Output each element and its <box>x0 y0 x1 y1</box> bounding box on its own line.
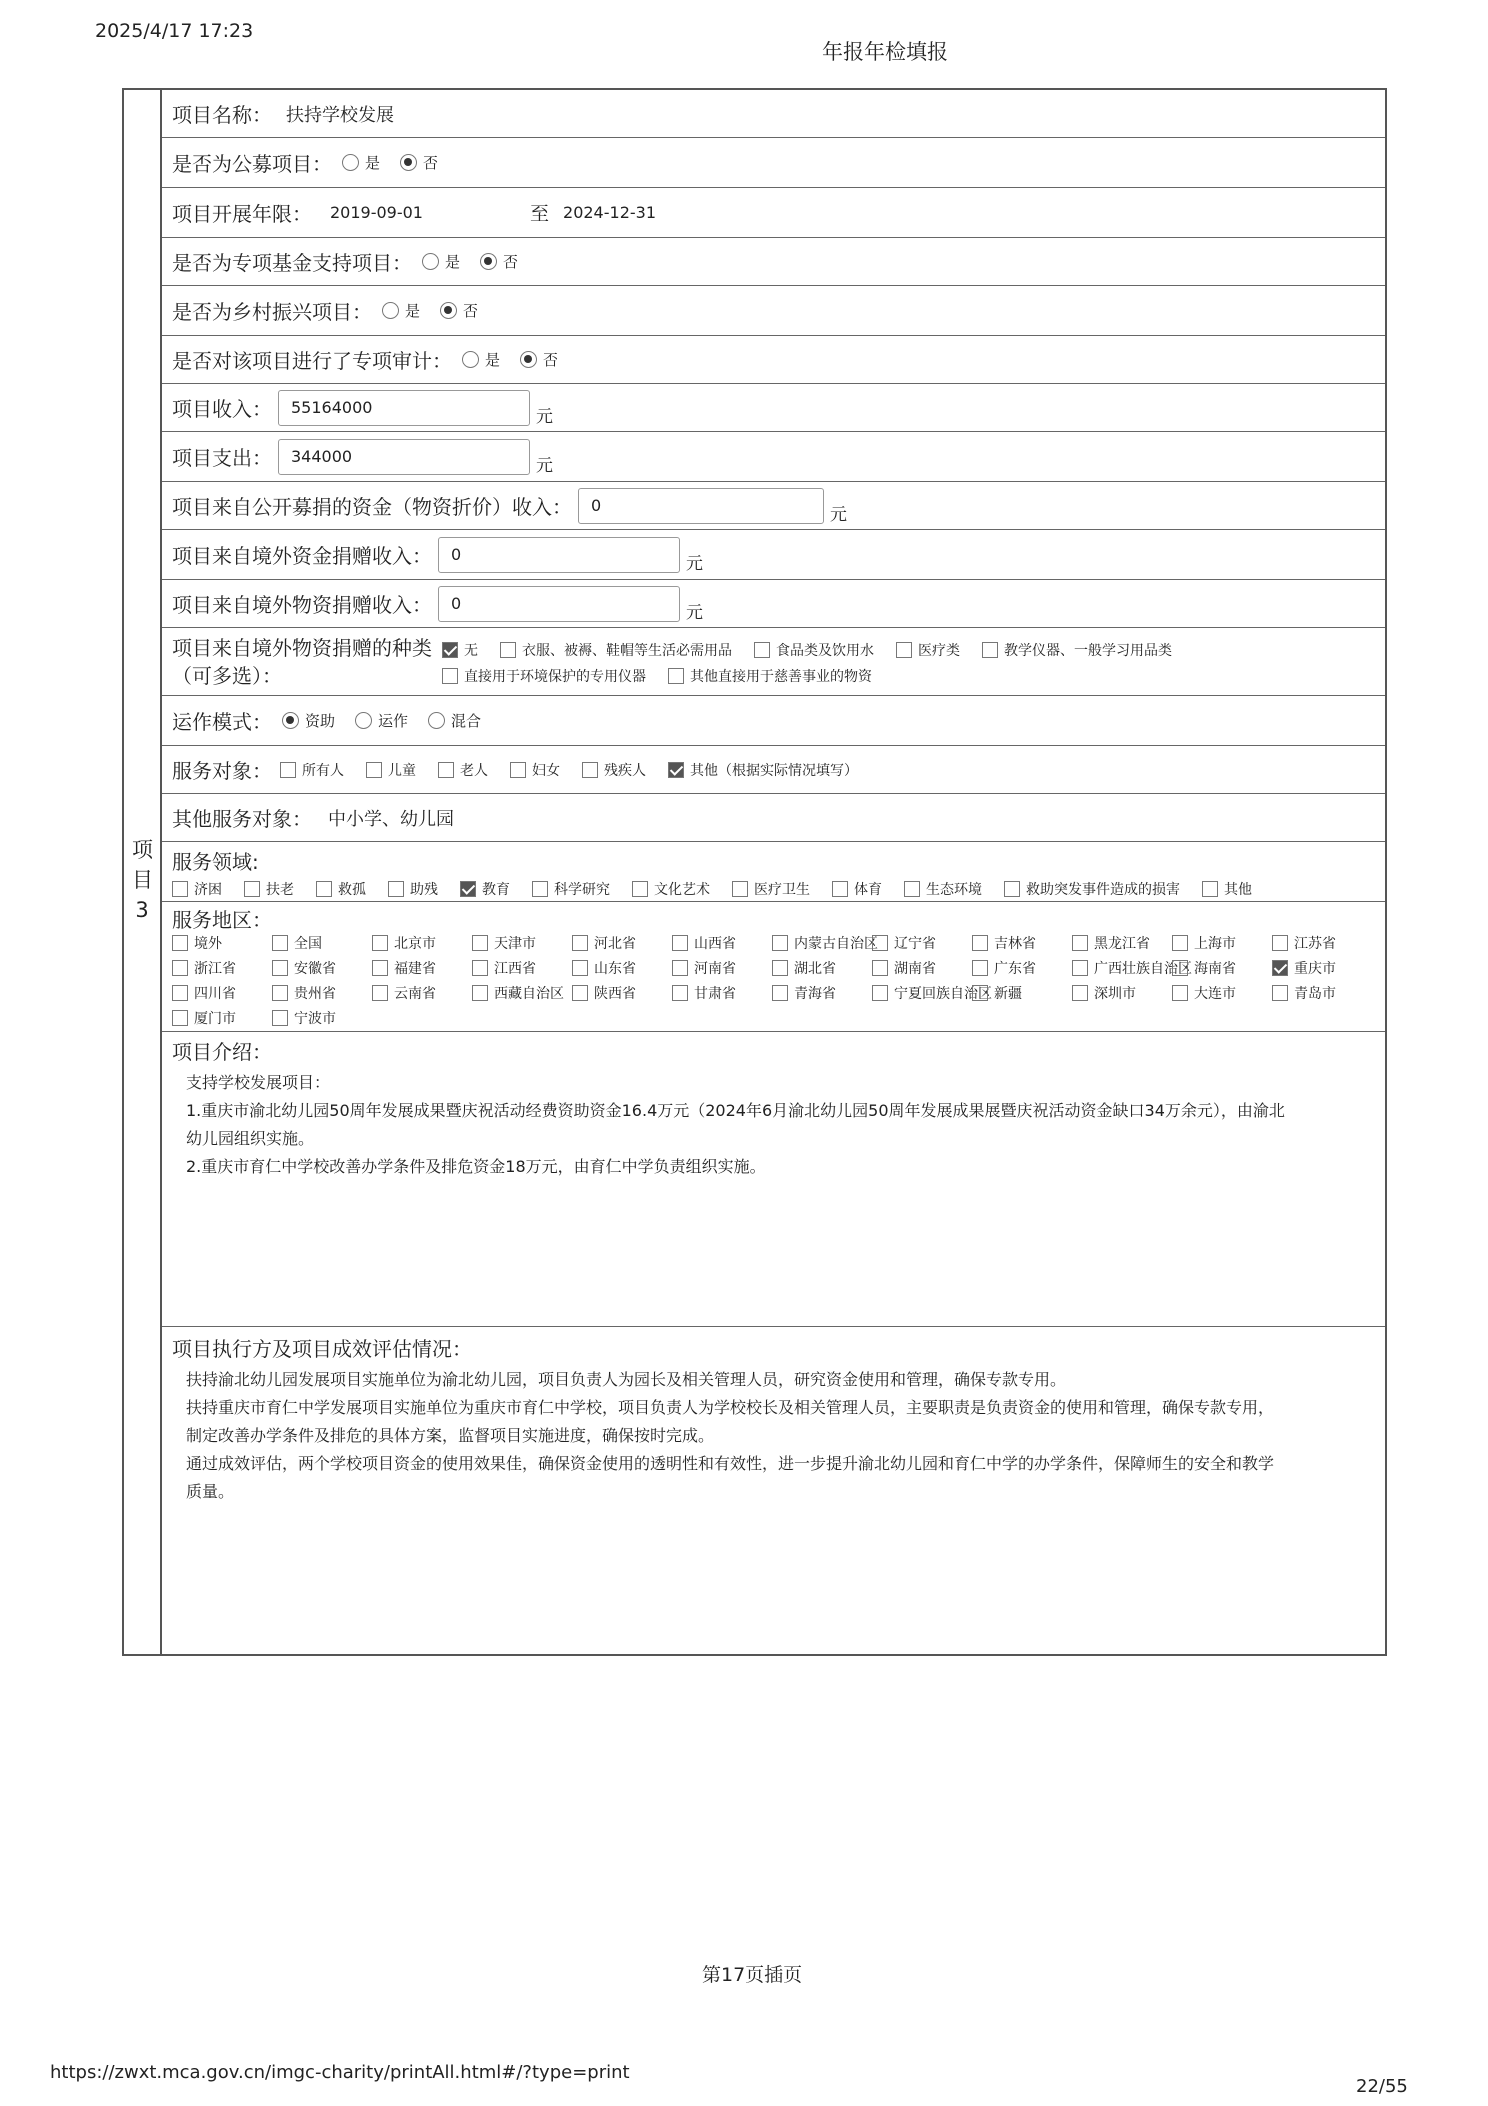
region-item[interactable] <box>272 958 336 978</box>
target-disabled[interactable]: 残疾人 <box>582 760 646 780</box>
special-audit-row: 是否对该项目进行了专项审计： 是 否 <box>162 336 1385 384</box>
region-item[interactable] <box>1272 983 1336 1003</box>
region-checkbox[interactable] <box>572 985 588 1001</box>
region-item[interactable] <box>672 933 736 953</box>
field-orphans[interactable]: 救孤 <box>316 879 366 899</box>
rural-yes-radio[interactable] <box>382 302 399 319</box>
field-elderly[interactable]: 扶老 <box>244 879 294 899</box>
operation-mode-row: 运作模式： 资助 运作 混合 <box>162 696 1385 746</box>
field-other[interactable]: 其他 <box>1202 879 1252 899</box>
region-item[interactable] <box>572 983 636 1003</box>
project-expense-row: 项目支出： 344000 元 <box>162 432 1385 482</box>
region-label: 重庆市 <box>1294 961 1336 977</box>
project-income-input[interactable]: 55164000 <box>278 390 530 426</box>
region-checkbox[interactable] <box>772 960 788 976</box>
region-checkbox[interactable] <box>472 935 488 951</box>
field-emergency[interactable]: 救助突发事件造成的损害 <box>1004 879 1180 899</box>
region-checkbox[interactable] <box>672 935 688 951</box>
project-income-row: 项目收入： 55164000 元 <box>162 384 1385 432</box>
field-culture[interactable]: 文化艺术 <box>632 879 710 899</box>
region-label: 境外 <box>194 936 222 952</box>
target-women[interactable]: 妇女 <box>510 760 560 780</box>
region-label: 云南省 <box>394 986 436 1002</box>
region-item[interactable] <box>472 958 536 978</box>
target-children[interactable]: 儿童 <box>366 760 416 780</box>
region-item[interactable] <box>172 958 236 978</box>
region-checkbox[interactable] <box>1172 960 1188 976</box>
goods-types-row: 项目来自境外物资捐赠的种类 （可多选）： 无 衣服、被褥、鞋帽等生活必需用品 食品类及饮用水 医疗类 教学仪器、一般学习用品类 直接用于环境保护的专用仪器 其他直接用于慈善事业的物资 <box>162 628 1385 696</box>
region-checkbox[interactable] <box>1172 935 1188 951</box>
target-other[interactable]: 其他（根据实际情况填写） <box>668 760 858 780</box>
region-label: 浙江省 <box>194 961 236 977</box>
project-side-column <box>124 90 162 1654</box>
region-label: 黑龙江省 <box>1094 936 1150 952</box>
region-checkbox[interactable] <box>1072 985 1088 1001</box>
other-targets-row: 其他服务对象： 中小学、幼儿园 <box>162 794 1385 842</box>
region-label: 陕西省 <box>594 986 636 1002</box>
region-item[interactable] <box>372 958 436 978</box>
special-fund-no-radio[interactable] <box>480 253 497 270</box>
region-item[interactable] <box>172 1008 236 1028</box>
intro-row: 项目介绍： 支持学校发展项目： 1.重庆市渝北幼儿园50周年发展成果暨庆祝活动经费资助资金16.4万元（2024年6月渝北幼儿园50周年发展成果展暨庆祝活动资金缺口34万余元），由渝北 幼儿园组织实施。 2.重庆市育仁中学校改善办学条件及排危资金18万元，由育仁中学负责组织实施。 <box>162 1032 1385 1327</box>
evaluation-row: 项目执行方及项目成效评估情况： 扶持渝北幼儿园发展项目实施单位为渝北幼儿园，项目负责人为园长及相关管理人员，研究资金使用和管理，确保专款专用。 扶持重庆市育仁中学发展项目实施单位为重庆市育仁中学校，项目负责人为学校校长及相关管理人员，主要职责是负责资金的使用和管理，确保专款专用， 制定改善办学条件及排危的具体方案，监督项目实施进度，确保按时完成。 通过成效评估，两个学校项目资金的使用效果佳，确保资金使用的透明性和有效性，进一步提升渝北幼儿园和育仁中学的办学条件，保障师生的安全和教学 质量。 <box>162 1327 1385 1658</box>
region-checkbox[interactable] <box>272 960 288 976</box>
region-label: 全国 <box>294 936 322 952</box>
goods-type-teaching[interactable]: 教学仪器、一般学习用品类 <box>982 640 1172 660</box>
project-expense-input[interactable]: 344000 <box>278 439 530 475</box>
region-item[interactable] <box>372 983 436 1003</box>
region-label: 厦门市 <box>194 1011 236 1027</box>
overseas-goods-input[interactable]: 0 <box>438 586 680 622</box>
region-checkbox[interactable] <box>972 960 988 976</box>
region-label: 湖北省 <box>794 961 836 977</box>
form-content <box>162 90 1385 1654</box>
region-label: 西藏自治区 <box>494 986 564 1002</box>
region-item[interactable] <box>372 933 436 953</box>
region-item[interactable] <box>572 933 636 953</box>
goods-type-environmental[interactable]: 直接用于环境保护的专用仪器 <box>442 666 646 686</box>
goods-type-medical[interactable]: 医疗类 <box>896 640 960 660</box>
field-ecology[interactable]: 生态环境 <box>904 879 982 899</box>
field-education[interactable]: 教育 <box>460 879 510 899</box>
goods-types-row2 <box>442 666 1194 686</box>
region-label: 北京市 <box>394 936 436 952</box>
region-item[interactable] <box>172 983 236 1003</box>
region-label: 深圳市 <box>1094 986 1136 1002</box>
region-item[interactable] <box>1172 933 1236 953</box>
region-item[interactable] <box>772 958 836 978</box>
region-checkbox[interactable] <box>272 1010 288 1026</box>
rural-no-radio[interactable] <box>440 302 457 319</box>
project-period-row: 项目开展年限： 2019-09-01 至 2024-12-31 <box>162 188 1385 238</box>
service-regions-row: 服务地区： 境外 全国 北京市 天津市 河北省 山西省 内蒙古自治区 辽宁省 吉林省 黑龙江省 上海市 江苏省 浙江省 安徽省 福建省 江西省 山东省 河南省 湖北省 湖南省 广东省 广西壮族自治区 海南省 重庆市 四川省 贵州省 云南省 西藏自治区 陕西省 甘肃省 青海省 宁夏回族自治区 新疆 深圳市 大连市 青岛市 厦门市 宁波市 <box>162 902 1385 1032</box>
region-item[interactable] <box>172 933 222 953</box>
public-donation-income-input[interactable]: 0 <box>578 488 824 524</box>
period-start-value[interactable]: 2019-09-01 <box>330 203 423 222</box>
region-checkbox[interactable] <box>672 985 688 1001</box>
audit-yes-radio[interactable] <box>462 351 479 368</box>
region-checkbox[interactable] <box>872 985 888 1001</box>
audit-no-radio[interactable] <box>520 351 537 368</box>
region-checkbox[interactable] <box>272 985 288 1001</box>
region-item[interactable] <box>972 983 1022 1003</box>
region-checkbox[interactable] <box>572 960 588 976</box>
public-fundraising-no-radio[interactable] <box>400 154 417 171</box>
field-research[interactable]: 科学研究 <box>532 879 610 899</box>
period-end-value[interactable]: 2024-12-31 <box>563 203 656 222</box>
region-checkbox[interactable] <box>1272 960 1288 976</box>
region-label: 内蒙古自治区 <box>794 936 878 952</box>
region-checkbox[interactable] <box>372 935 388 951</box>
intro-text: 支持学校发展项目： 1.重庆市渝北幼儿园50周年发展成果暨庆祝活动经费资助资金16.4万元（2024年6月渝北幼儿园50周年发展成果展暨庆祝活动资金缺口34万余元），由渝北 幼儿园组织实施。 2.重庆市育仁中学校改善办学条件及排危资金18万元，由育仁中学负责组织实施。 <box>186 1073 1285 1176</box>
region-label: 海南省 <box>1194 961 1236 977</box>
region-label: 山东省 <box>594 961 636 977</box>
region-item[interactable] <box>1272 958 1336 978</box>
region-label: 甘肃省 <box>694 986 736 1002</box>
region-item[interactable] <box>472 983 564 1003</box>
region-item[interactable] <box>572 958 636 978</box>
region-item[interactable] <box>672 983 736 1003</box>
goods-types-row1 <box>442 640 1194 660</box>
region-checkbox[interactable] <box>1272 985 1288 1001</box>
region-checkbox[interactable] <box>972 935 988 951</box>
region-item[interactable] <box>272 933 322 953</box>
overseas-goods-row: 项目来自境外物资捐赠收入： 0 元 <box>162 580 1385 628</box>
public-fundraising-row: 是否为公募项目： 是 否 <box>162 138 1385 188</box>
region-label: 新疆 <box>994 986 1022 1002</box>
region-label: 江西省 <box>494 961 536 977</box>
field-poverty[interactable]: 济困 <box>172 879 222 899</box>
region-label: 河南省 <box>694 961 736 977</box>
region-checkbox[interactable] <box>1272 935 1288 951</box>
field-sports[interactable]: 体育 <box>832 879 882 899</box>
mode-grant-radio[interactable] <box>282 712 299 729</box>
regions-grid <box>172 933 1372 1031</box>
region-checkbox[interactable] <box>372 960 388 976</box>
region-label: 上海市 <box>1194 936 1236 952</box>
region-label: 广西壮族自治区 <box>1094 961 1192 977</box>
region-label: 宁夏回族自治区 <box>894 986 992 1002</box>
region-label: 贵州省 <box>294 986 336 1002</box>
special-fund-yes-radio[interactable] <box>422 253 439 270</box>
region-item[interactable] <box>772 933 878 953</box>
public-donation-income-row: 项目来自公开募捐的资金（物资折价）收入： 0 元 <box>162 482 1385 530</box>
region-checkbox[interactable] <box>772 985 788 1001</box>
region-checkbox[interactable] <box>872 935 888 951</box>
region-checkbox[interactable] <box>472 985 488 1001</box>
region-checkbox[interactable] <box>872 960 888 976</box>
region-label: 福建省 <box>394 961 436 977</box>
region-item[interactable] <box>1172 958 1236 978</box>
evaluation-text: 扶持渝北幼儿园发展项目实施单位为渝北幼儿园，项目负责人为园长及相关管理人员，研究资金使用和管理，确保专款专用。 扶持重庆市育仁中学发展项目实施单位为重庆市育仁中学校，项目负责人为学校校长及相关管理人员，主要职责是负责资金的使用和管理，确保专款专用， 制定改善办学条件及排危的具体方案，监督项目实施进度，确保按时完成。 通过成效评估，两个学校项目资金的使用效果佳，确保资金使用的透明性和有效性，进一步提升渝北幼儿园和育仁中学的办学条件，保障师生的安全和教学 质量。 <box>186 1370 1275 1501</box>
region-item[interactable] <box>872 958 936 978</box>
page-note: 第17页插页 <box>702 1964 803 1986</box>
goods-type-food[interactable]: 食品类及饮用水 <box>754 640 874 660</box>
region-label: 山西省 <box>694 936 736 952</box>
overseas-cash-input[interactable]: 0 <box>438 537 680 573</box>
region-checkbox[interactable] <box>1072 935 1088 951</box>
goods-type-daily-necessities[interactable]: 衣服、被褥、鞋帽等生活必需用品 <box>500 640 732 660</box>
region-item[interactable] <box>772 983 836 1003</box>
region-checkbox[interactable] <box>772 935 788 951</box>
region-item[interactable] <box>972 958 1036 978</box>
field-disability[interactable]: 助残 <box>388 879 438 899</box>
service-fields-row: 服务领域: 济困 扶老 救孤 助残 教育 科学研究 文化艺术 医疗卫生 体育 生态环境 救助突发事件造成的损害 其他 <box>162 842 1385 902</box>
region-item[interactable] <box>672 958 736 978</box>
region-checkbox[interactable] <box>572 935 588 951</box>
region-item[interactable] <box>1272 933 1336 953</box>
region-label: 天津市 <box>494 936 536 952</box>
field-health[interactable]: 医疗卫生 <box>732 879 810 899</box>
region-label: 广东省 <box>994 961 1036 977</box>
goods-type-other-charity[interactable]: 其他直接用于慈善事业的物资 <box>668 666 872 686</box>
region-item[interactable] <box>472 933 536 953</box>
region-label: 青海省 <box>794 986 836 1002</box>
rural-revitalization-row: 是否为乡村振兴项目： 是 否 <box>162 286 1385 336</box>
region-label: 江苏省 <box>1294 936 1336 952</box>
region-item[interactable] <box>272 983 336 1003</box>
region-checkbox[interactable] <box>172 935 188 951</box>
project-name-value: 扶持学校发展 <box>286 104 394 126</box>
region-checkbox[interactable] <box>472 960 488 976</box>
region-label: 辽宁省 <box>894 936 936 952</box>
print-timestamp: 2025/4/17 17:23 <box>95 20 254 42</box>
region-checkbox[interactable] <box>172 1010 188 1026</box>
region-item[interactable] <box>1172 983 1236 1003</box>
period-separator: 至 <box>530 203 550 225</box>
region-checkbox[interactable] <box>672 960 688 976</box>
project-form <box>122 88 1387 1656</box>
project-name-row: 项目名称： 扶持学校发展 <box>162 90 1385 138</box>
service-targets-row: 服务对象： 所有人 儿童 老人 妇女 残疾人 其他（根据实际情况填写） <box>162 746 1385 794</box>
region-checkbox[interactable] <box>372 985 388 1001</box>
other-targets-value[interactable]: 中小学、幼儿园 <box>328 808 454 830</box>
region-label: 四川省 <box>194 986 236 1002</box>
region-checkbox[interactable] <box>972 985 988 1001</box>
overseas-cash-row: 项目来自境外资金捐赠收入： 0 元 <box>162 530 1385 580</box>
region-checkbox[interactable] <box>172 985 188 1001</box>
region-label: 吉林省 <box>994 936 1036 952</box>
mode-mixed-radio[interactable] <box>428 712 445 729</box>
region-item[interactable] <box>972 933 1036 953</box>
region-checkbox[interactable] <box>272 935 288 951</box>
region-label: 宁波市 <box>294 1011 336 1027</box>
public-fundraising-yes-radio[interactable] <box>342 154 359 171</box>
region-label: 湖南省 <box>894 961 936 977</box>
region-label: 河北省 <box>594 936 636 952</box>
region-item[interactable] <box>1072 983 1136 1003</box>
goods-type-none[interactable]: 无 <box>442 640 478 660</box>
mode-operate-radio[interactable] <box>355 712 372 729</box>
page-number: 22/55 <box>1356 2076 1408 2097</box>
region-checkbox[interactable] <box>1172 985 1188 1001</box>
region-item[interactable] <box>272 1008 336 1028</box>
region-checkbox[interactable] <box>1072 960 1088 976</box>
project-index-label: 项 目 3 <box>132 838 153 922</box>
region-label: 大连市 <box>1194 986 1236 1002</box>
region-label: 青岛市 <box>1294 986 1336 1002</box>
special-fund-row: 是否为专项基金支持项目： 是 否 <box>162 238 1385 286</box>
region-item[interactable] <box>1072 933 1150 953</box>
target-elderly[interactable]: 老人 <box>438 760 488 780</box>
print-url: https://zwxt.mca.gov.cn/imgc-charity/printAll.html#/?type=print <box>50 2062 630 2083</box>
region-item[interactable] <box>872 933 936 953</box>
region-label: 安徽省 <box>294 961 336 977</box>
page-title: 年报年检填报 <box>822 40 948 64</box>
region-checkbox[interactable] <box>172 960 188 976</box>
target-everyone[interactable]: 所有人 <box>280 760 344 780</box>
